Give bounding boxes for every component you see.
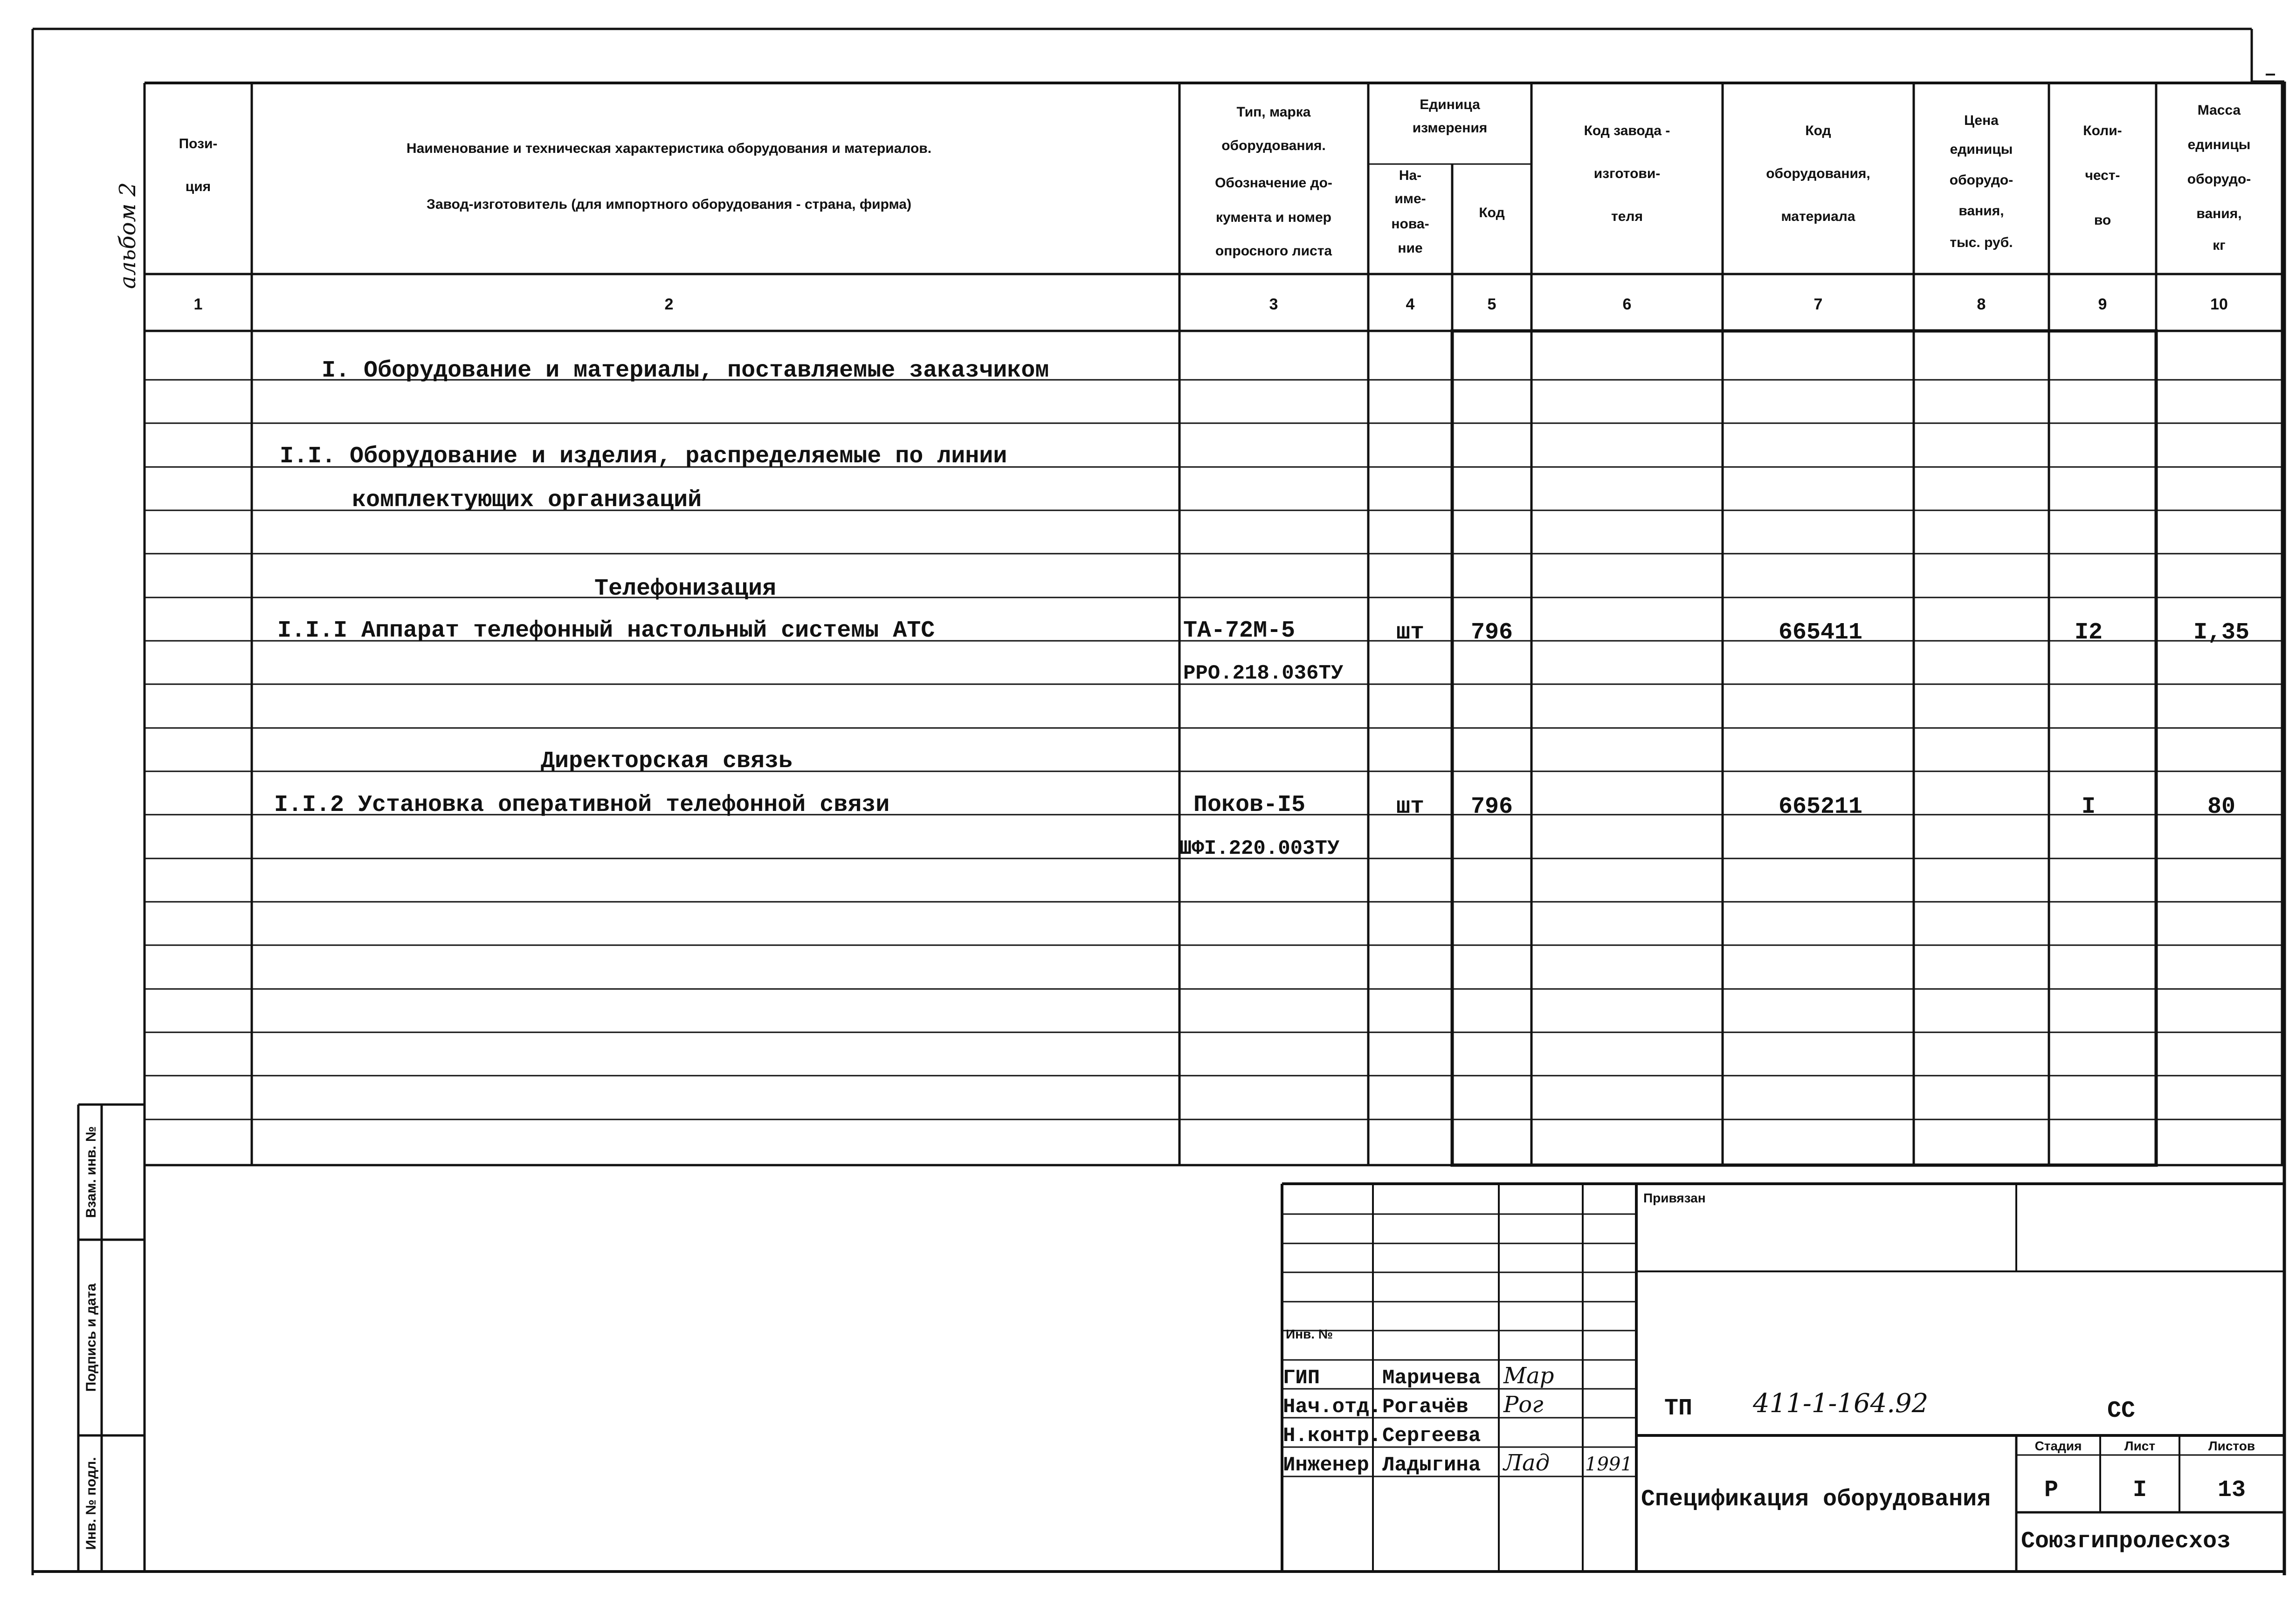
staff-signature-dept-head: Рог [1503, 1392, 1544, 1418]
inventory-number-label: Инв. № [1286, 1327, 1333, 1341]
table-header [179, 97, 2251, 259]
header-col6-line2: изготови- [1593, 166, 1661, 181]
row-equipment-code: 665211 [1778, 794, 1863, 820]
staff-name-engineer: Ладыгина [1382, 1454, 1481, 1477]
header-col7-line1: Код [1805, 123, 1831, 138]
col-number-1: 1 [193, 295, 203, 313]
table-grid [145, 83, 2284, 1572]
section-heading-1: I. Оборудование и материалы, поставляемые заказчиком [322, 357, 1049, 384]
header-col6-line3: теля [1611, 209, 1643, 224]
col-number-4: 4 [1406, 295, 1415, 313]
col-number-6: 6 [1622, 295, 1632, 313]
sheet-label: Лист [2124, 1439, 2156, 1453]
organization-name: Союзгипролесхоз [2021, 1528, 2231, 1555]
col-number-3: 3 [1269, 295, 1278, 313]
doc-prefix: ТП [1664, 1395, 1693, 1422]
header-col7-line2: оборудования, [1766, 166, 1870, 181]
row-quantity: I2 [2074, 619, 2103, 646]
header-col9-line3: во [2094, 213, 2111, 228]
header-col3-line1: Тип, марка [1236, 104, 1311, 120]
staff-role-engineer: Инженер [1283, 1454, 1369, 1477]
header-col9-line2: чест- [2085, 168, 2120, 183]
row-position-name: I.I.I Аппарат телефонный настольный системы АТС [277, 618, 935, 644]
header-col7-line3: материала [1781, 209, 1855, 224]
subsection-telephony: Телефонизация [594, 576, 777, 602]
doc-mark: СС [2107, 1398, 2136, 1424]
header-col6-line1: Код завода - [1584, 123, 1670, 138]
staff-signature-engineer: Лад [1503, 1450, 1550, 1476]
side-label-original-inv: Инв. № подл. [83, 1457, 99, 1550]
row-unit: шт [1396, 619, 1425, 646]
staff-role-dept-head: Нач.отд. [1283, 1395, 1382, 1419]
header-col3-line2: оборудования. [1221, 138, 1326, 153]
staff-date-engineer: 1991 [1585, 1454, 1633, 1475]
row-mass: I,35 [2193, 619, 2250, 646]
header-col4-line2: име- [1394, 191, 1426, 206]
row-type: Поков-I5 [1193, 792, 1306, 818]
row-document: ШФI.220.003ТУ [1179, 837, 1340, 860]
header-col10-line2: единицы [2187, 137, 2251, 152]
header-col5: Код [1479, 205, 1505, 220]
side-label-replacement-inv: Взам. инв. № [83, 1126, 99, 1218]
subsection-director-link: Директорская связь [540, 748, 793, 775]
header-col10-line1: Масса [2197, 103, 2241, 118]
header-col8-line2: единицы [1950, 142, 2013, 157]
header-col3-line3: Обозначение до- [1215, 175, 1332, 191]
section-heading-1-1-line2: комплектующих организаций [352, 487, 702, 514]
header-col4-line1: На- [1399, 168, 1422, 183]
attached-label: Привязан [1643, 1191, 1706, 1205]
header-col8-line3: оборудо- [1949, 172, 2013, 188]
col-number-8: 8 [1977, 295, 1986, 313]
header-col10-line5: кг [2213, 238, 2226, 253]
header-col10-line4: вания, [2196, 206, 2242, 221]
side-label-signature-date: Подпись и дата [83, 1283, 99, 1392]
row-equipment-code: 665411 [1778, 619, 1863, 646]
sheet-value: I [2132, 1477, 2147, 1503]
header-col9-line1: Коли- [2083, 123, 2122, 138]
side-stamp-labels [83, 1126, 99, 1550]
column-numbers-row [194, 295, 2228, 313]
header-unit-line2: измерения [1412, 120, 1488, 136]
table-body [274, 357, 2249, 860]
title-block [1283, 1191, 2255, 1555]
header-col10-line3: оборудо- [2187, 172, 2251, 187]
staff-signature-gip: Мар [1503, 1363, 1554, 1389]
col-number-2: 2 [664, 295, 674, 313]
sheets-value: 13 [2217, 1477, 2246, 1503]
stage-value: Р [2044, 1477, 2059, 1503]
row-unit-code: 796 [1470, 794, 1513, 820]
doc-number: 411-1-164.92 [1753, 1388, 1929, 1419]
staff-role-norm-control: Н.контр. [1283, 1424, 1382, 1448]
header-col8-line5: тыс. руб. [1950, 235, 2013, 250]
col-number-5: 5 [1487, 295, 1496, 313]
row-position-name: I.I.2 Установка оперативной телефонной связи [274, 792, 890, 818]
row-unit: шт [1396, 794, 1425, 820]
stage-label: Стадия [2034, 1439, 2082, 1453]
col-number-10: 10 [2210, 295, 2228, 313]
table-row [277, 618, 2249, 685]
header-col1-line1: Пози- [179, 136, 218, 151]
staff-name-norm-control: Сергеева [1382, 1424, 1481, 1448]
header-col3-line4: кумента и номер [1215, 210, 1332, 225]
col-number-7: 7 [1813, 295, 1823, 313]
header-col4-line3: нова- [1391, 216, 1429, 232]
header-col8-line1: Цена [1964, 113, 1999, 128]
header-col4-line4: ние [1398, 240, 1423, 256]
header-col2-line1: Наименование и техническая характеристика оборудования и материалов. [406, 141, 932, 156]
header-col8-line4: вания, [1958, 203, 2004, 219]
header-col1-line2: ция [185, 179, 211, 194]
row-quantity: I [2081, 794, 2096, 820]
margin-note: альбом 2 [115, 182, 141, 289]
table-row [274, 792, 2235, 860]
col-number-9: 9 [2098, 295, 2107, 313]
staff-role-gip: ГИП [1283, 1366, 1320, 1390]
row-unit-code: 796 [1470, 619, 1513, 646]
sheets-label: Листов [2208, 1439, 2255, 1453]
section-heading-1-1-line1: I.I. Оборудование и изделия, распределяемые по линии [280, 443, 1007, 470]
row-document: РРО.218.036ТУ [1183, 662, 1344, 685]
staff-name-gip: Маричева [1382, 1366, 1481, 1390]
staff-name-dept-head: Рогачёв [1382, 1395, 1469, 1419]
row-type: ТА-72М-5 [1183, 618, 1296, 644]
header-col2-line2: Завод-изготовитель (для импортного оборудования - страна, фирма) [427, 197, 911, 212]
doc-title: Спецификация оборудования [1641, 1486, 1991, 1513]
header-unit-line1: Единица [1420, 97, 1480, 112]
header-col3-line5: опросного листа [1215, 243, 1332, 259]
row-mass: 80 [2207, 794, 2236, 820]
